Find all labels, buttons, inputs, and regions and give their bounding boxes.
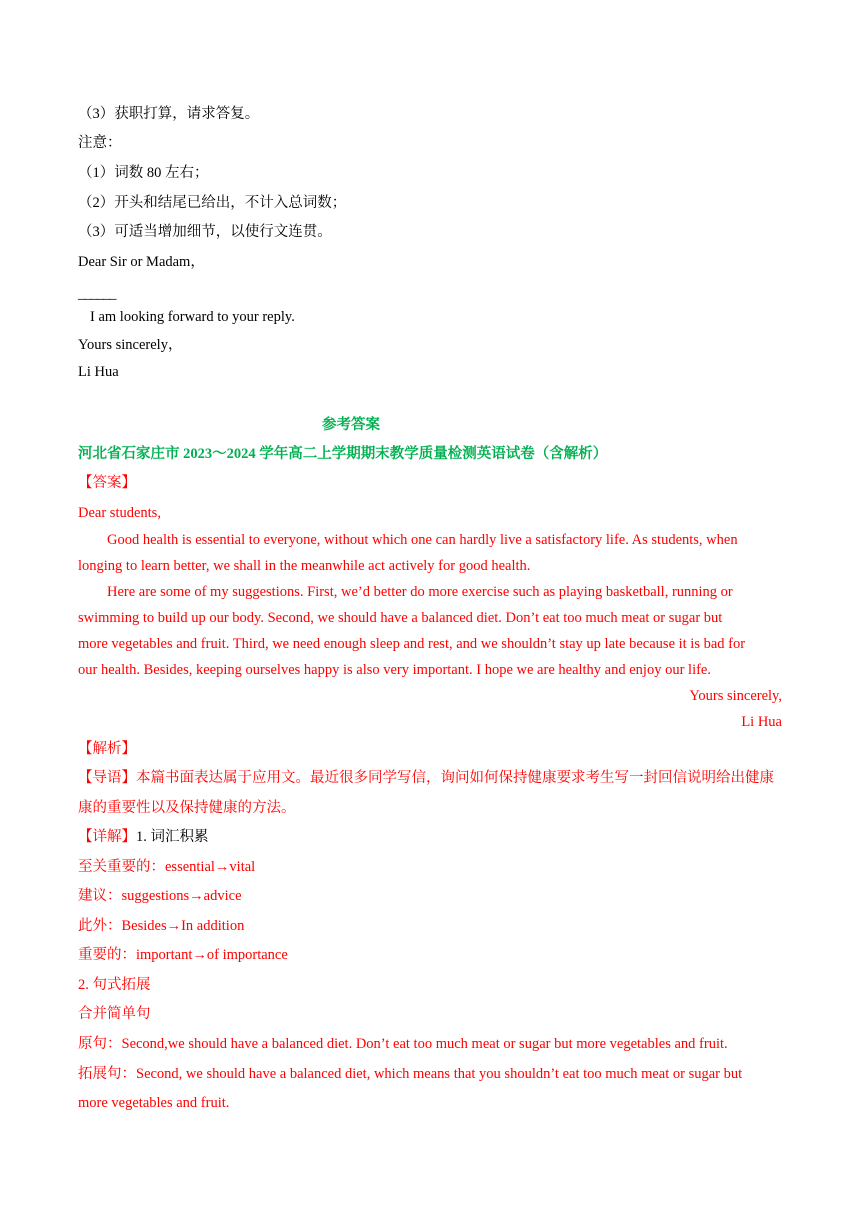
note-item: （1）词数 80 左右； [78,165,209,181]
note-item: （3）可适当增加细节，以使行文连贯。 [78,224,332,240]
analysis-guide-line: 康的重要性以及保持健康的方法。 [78,800,296,816]
question-point-3: （3）获职打算，请求答复。 [78,106,260,122]
analysis-guide-line: 【导语】本篇书面表达属于应用文。最近很多同学写信，询问如何保持健康要求考生写一封回信说明给出健康 [78,770,774,786]
notes-title: 注意： [78,135,122,151]
merge-title: 合并简单句 [78,1006,151,1022]
expanded-sentence-line: more vegetables and fruit. [78,1095,230,1111]
letter-name: Li Hua [78,364,119,380]
writing-blank: ______ [78,286,116,302]
answer-tag: 【答案】 [78,475,136,491]
answer-signoff: Yours sincerely, [689,688,782,704]
vocab-item: 重要的：important→of importance [78,947,288,963]
vocab-item: 建议：suggestions→advice [78,888,242,904]
answer-heading: 参考答案 [322,417,380,433]
detail-title: 1. 词汇积累 [136,829,209,845]
note-item: （2）开头和结尾已给出，不计入总词数； [78,195,347,211]
answer-paragraph-line: more vegetables and fruit. Third, we need enough sleep and rest, and we shouldn’t stay up late because it is bad for [78,636,746,652]
answer-paragraph-line: swimming to build up our body. Second, we should have a balanced diet. Don’t eat too much meat or sugar but [78,610,723,626]
answer-name: Li Hua [741,714,782,730]
original-sentence: 原句：Second,we should have a balanced diet. Don’t eat too much meat or sugar but more vegetables and fruit. [78,1036,728,1052]
letter-greeting: Dear Sir or Madam， [78,254,205,270]
detail-heading [78,827,209,847]
exam-title: 河北省石家庄市 2023～2024 学年高二上学期期末教学质量检测英语试卷（含解析） [78,446,608,462]
vocab-item: 此外：Besides→In addition [78,918,245,934]
expanded-sentence-line: 拓展句：Second, we should have a balanced diet, which means that you shouldn’t eat too much meat or sugar but [78,1066,743,1082]
detail-tag: 【详解】 [78,829,136,845]
answer-greeting: Dear students, [78,505,161,521]
answer-paragraph-line: our health. Besides, keeping ourselves happy is also very important. I hope we are healthy and enjoy our life. [78,662,711,678]
answer-paragraph-line: Good health is essential to everyone, without which one can hardly live a satisfactory life. As students, when [107,532,738,548]
letter-signoff: Yours sincerely， [78,337,183,353]
sentence-title: 2. 句式拓展 [78,977,151,993]
vocab-item: 至关重要的：essential→vital [78,859,256,875]
analysis-tag: 【解析】 [78,741,136,757]
answer-paragraph-line: longing to learn better, we shall in the meanwhile act actively for good health. [78,558,531,574]
answer-paragraph-line: Here are some of my suggestions. First, we’d better do more exercise such as playing basketball, running or [107,584,733,600]
letter-closing-line: I am looking forward to your reply. [90,309,295,325]
